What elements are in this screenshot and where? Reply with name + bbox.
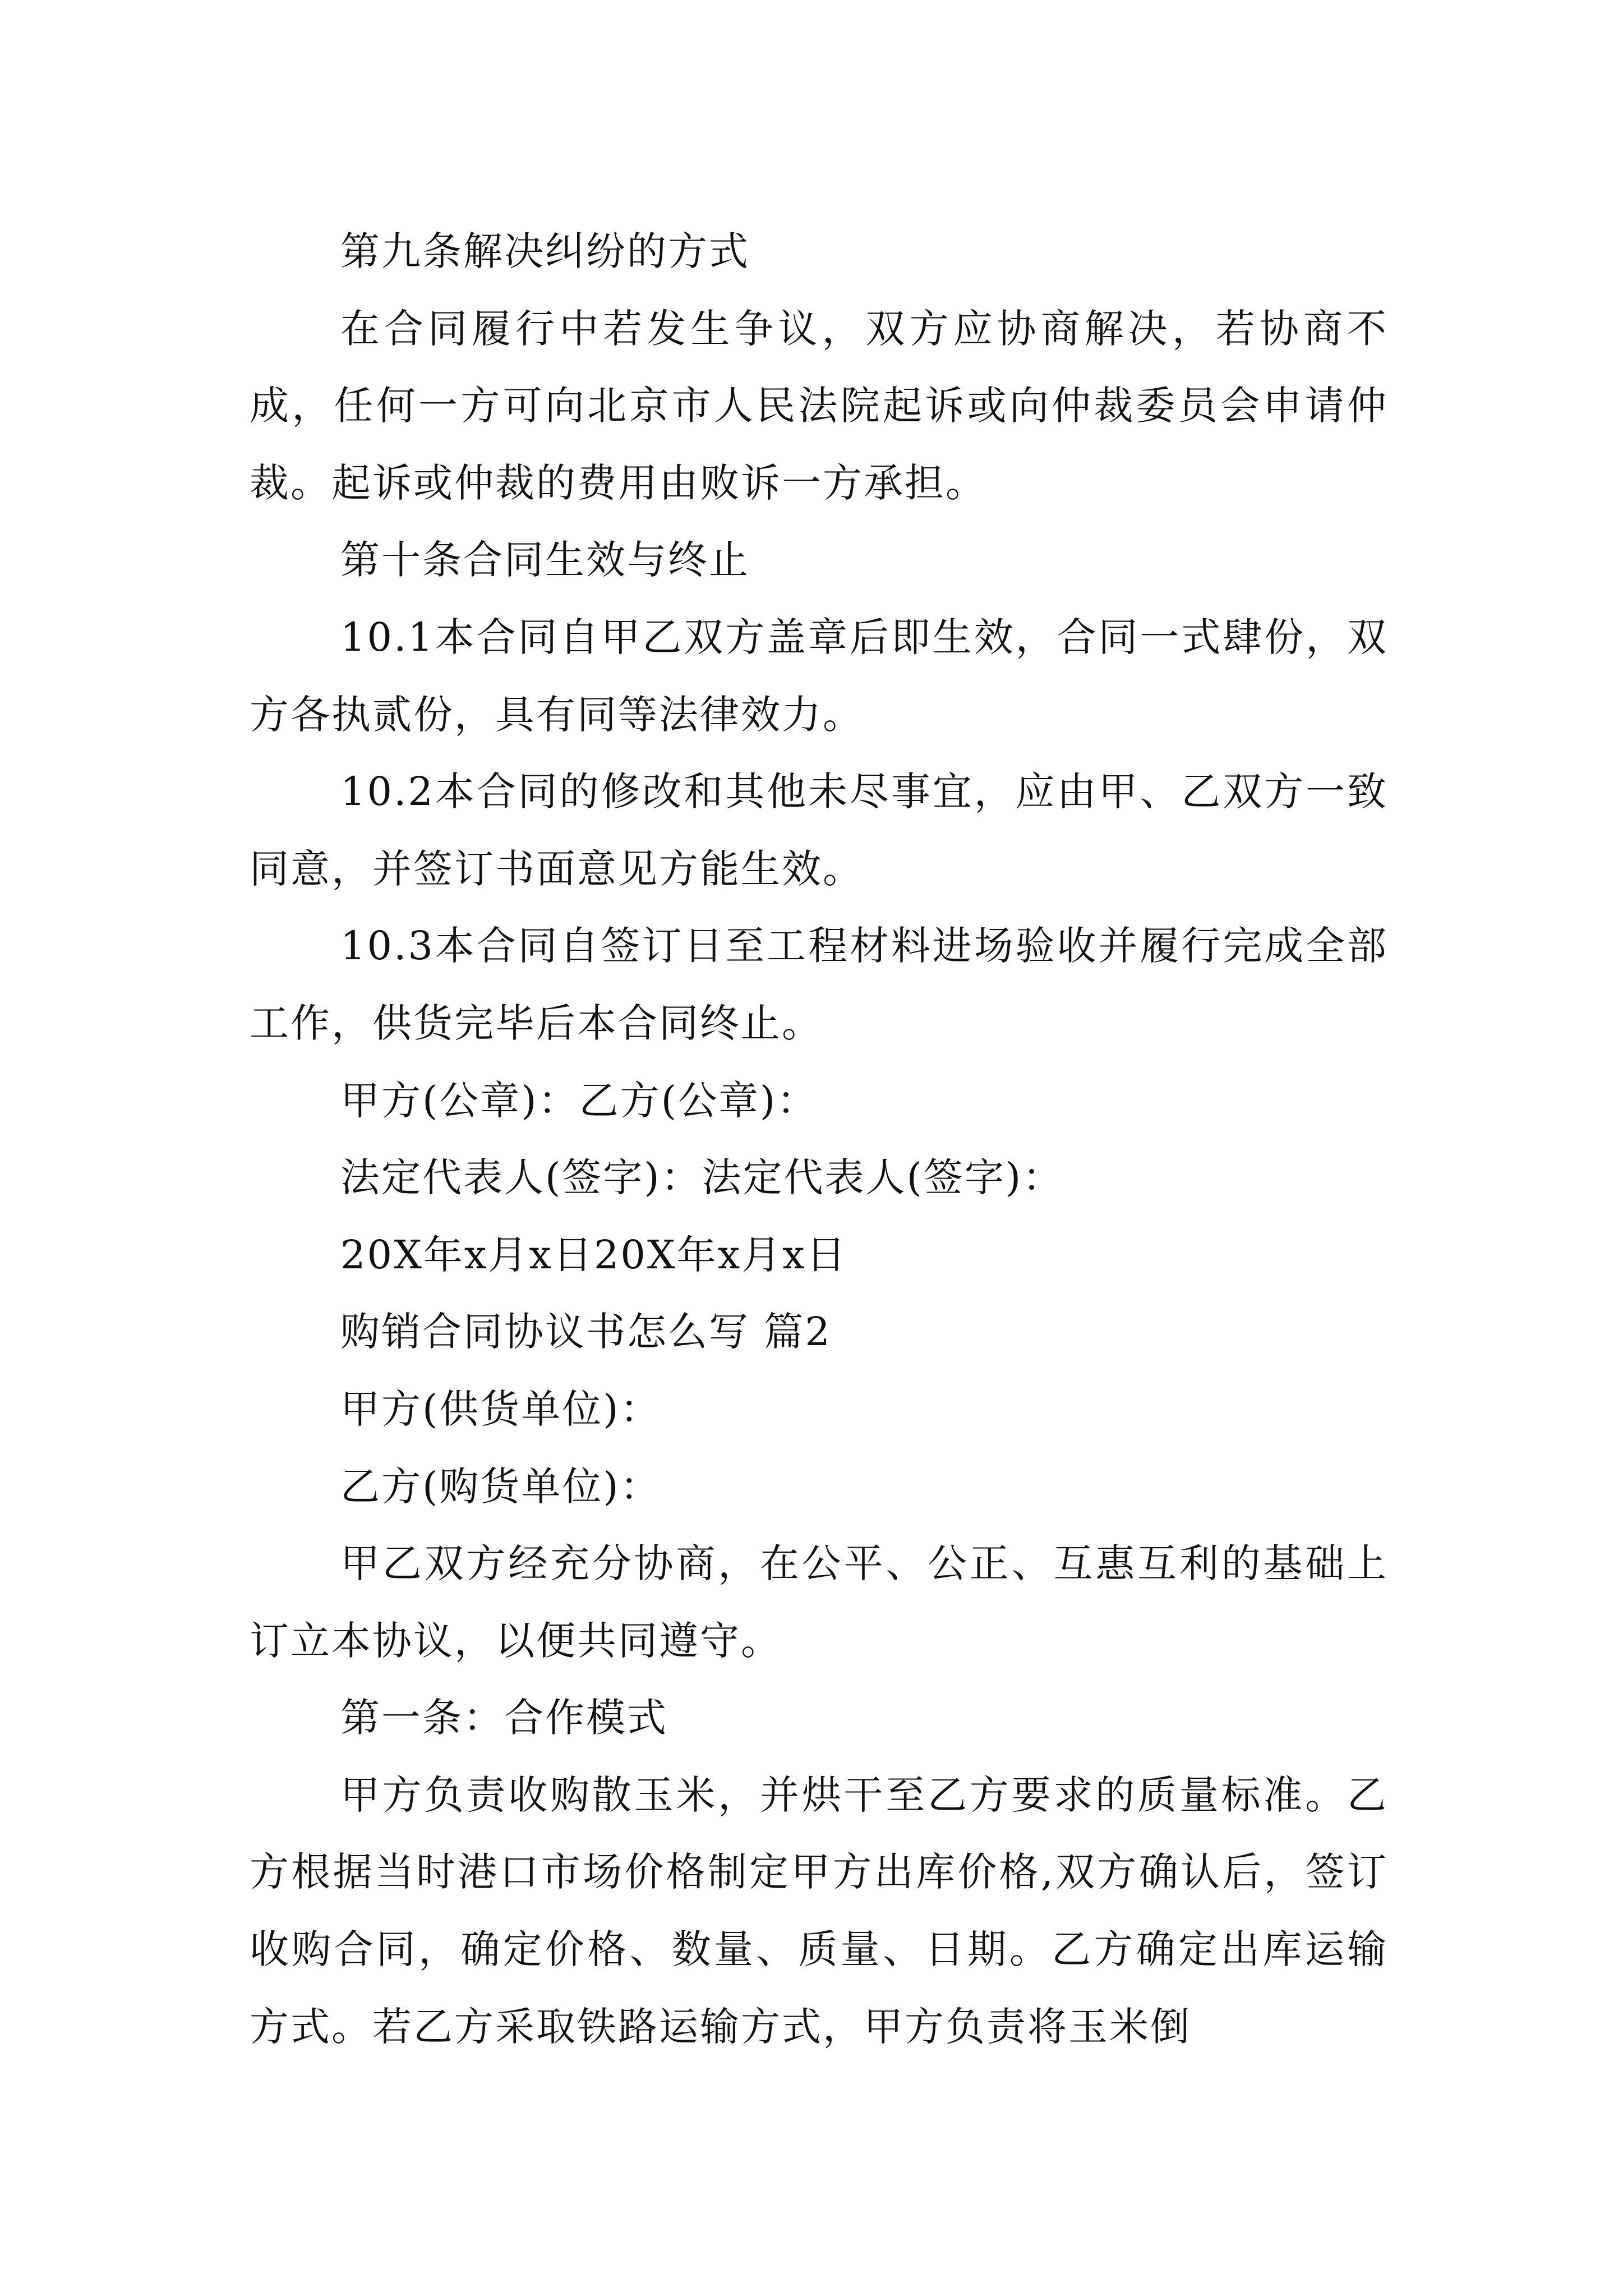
heading-article-9: 第九条解决纠纷的方式 — [340, 228, 750, 274]
date-line: 20X年x月x日20X年x月x日 — [340, 1231, 847, 1278]
paragraph-cooperation-mode: 甲方负责收购散玉米，并烘干至乙方要求的质量标准。乙方根据当时港口市场价格制定甲方出库价格,双方确认后，签订收购合同，确定价格、数量、质量、日期。乙方确定出库运输方式。若乙方采取铁路运输方式，甲方负责将玉米倒 — [250, 1772, 1388, 2050]
clause-10-3: 10.3本合同自签订日至工程材料进场验收并履行完成全部工作，供货完毕后本合同终止。 — [250, 923, 1388, 1046]
heading-article-10: 第十条合同生效与终止 — [340, 537, 750, 583]
clause-10-2: 10.2本合同的修改和其他未尽事宜，应由甲、乙双方一致同意，并签订书面意见方能生效。 — [250, 769, 1388, 892]
document-body — [250, 213, 1388, 2065]
heading-article-1: 第一条：合作模式 — [340, 1695, 668, 1741]
clause-10-1: 10.1本合同自甲乙双方盖章后即生效，合同一式肆份，双方各执贰份，具有同等法律效力。 — [250, 614, 1388, 738]
paragraph-dispute-resolution: 在合同履行中若发生争议，双方应协商解决，若协商不成，任何一方可向北京市人民法院起诉或向仲裁委员会申请仲裁。起诉或仲裁的费用由败诉一方承担。 — [250, 305, 1388, 506]
paragraph-preamble: 甲乙双方经充分协商，在公平、公正、互惠互利的基础上订立本协议，以便共同遵守。 — [250, 1540, 1388, 1664]
section-title-part-2: 购销合同协议书怎么写 篇2 — [340, 1309, 832, 1355]
seal-line: 甲方(公章)：乙方(公章)： — [340, 1077, 818, 1124]
signature-line: 法定代表人(签字)：法定代表人(签字)： — [340, 1154, 1064, 1201]
party-b-line: 乙方(购货单位)： — [340, 1463, 661, 1510]
party-a-line: 甲方(供货单位)： — [340, 1386, 661, 1432]
